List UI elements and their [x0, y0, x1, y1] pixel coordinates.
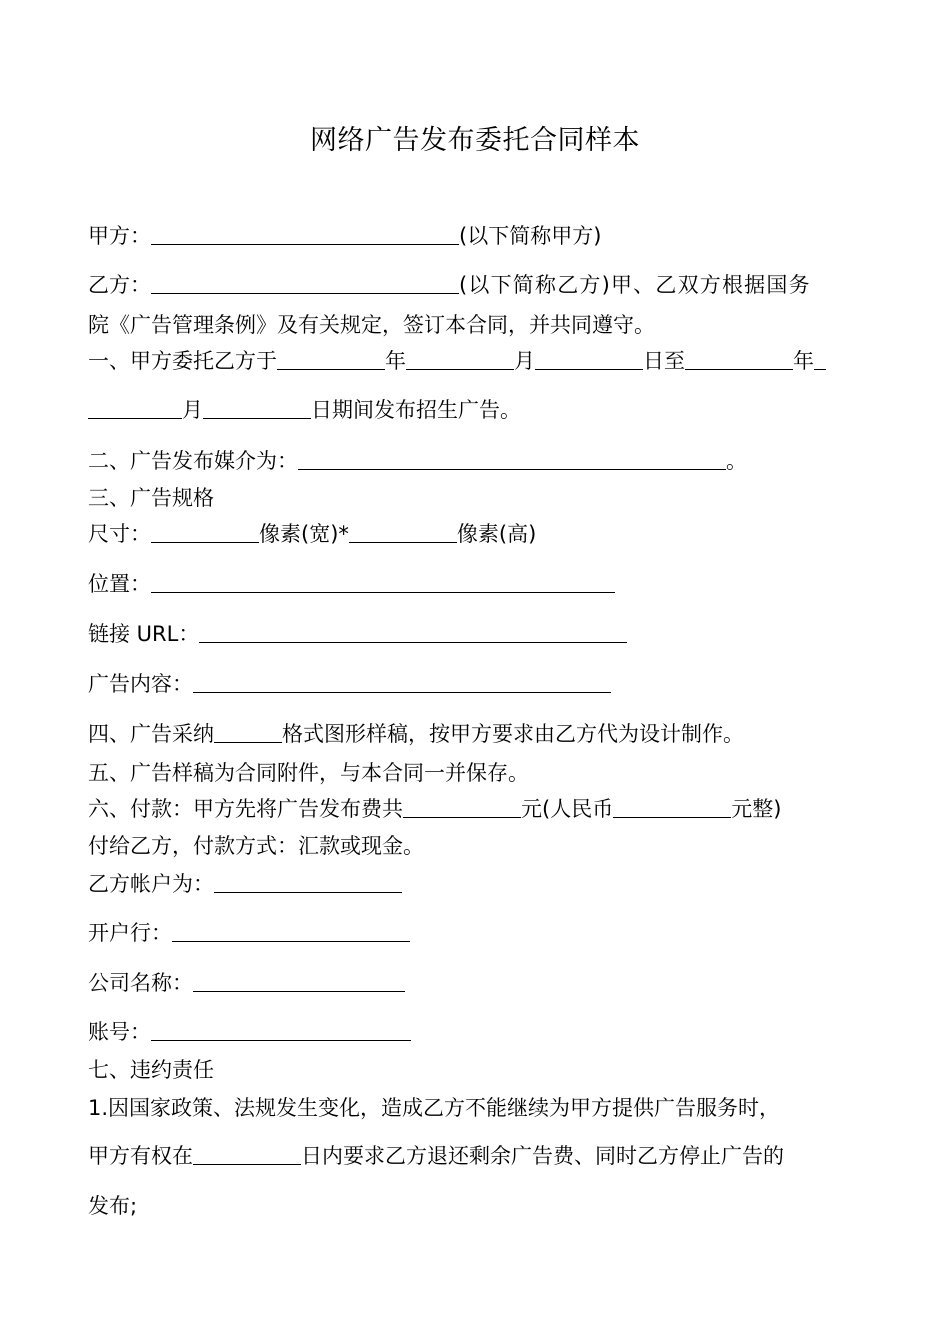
clause-4-cont: 格式图形样稿，按甲方要求由乙方代为设计制作。 — [282, 722, 744, 746]
position-blank[interactable] — [151, 570, 615, 593]
bank-blank[interactable] — [172, 919, 410, 942]
yuan-label: 元整) — [731, 797, 782, 821]
clause-7-1-line: 1.因国家政策、法规发生变化，造成乙方不能继续为甲方提供广告服务时， — [88, 1096, 781, 1120]
end-day-blank[interactable] — [203, 396, 311, 419]
width-unit: 像素(宽)* — [259, 522, 349, 546]
party-a-label: 甲方： — [88, 224, 151, 248]
party-b-blank[interactable] — [151, 271, 459, 294]
company-line — [88, 968, 405, 998]
clause-7-1-cont: 日内要求乙方退还剩余广告费、同时乙方停止广告的 — [301, 1144, 784, 1168]
clause-1-line — [88, 346, 826, 376]
month-label: 月 — [514, 349, 535, 373]
bank-line — [88, 918, 410, 948]
account-line — [88, 869, 402, 899]
height-blank[interactable] — [349, 520, 457, 543]
clause-6-text: 六、付款：甲方先将广告发布费共 — [88, 797, 403, 821]
party-b-label: 乙方： — [88, 273, 151, 297]
media-blank[interactable] — [298, 447, 726, 470]
size-label: 尺寸： — [88, 522, 151, 546]
fee-rmb-blank[interactable] — [613, 795, 731, 818]
clause-6-line — [88, 794, 781, 824]
year-label: 年 — [793, 349, 814, 373]
contract-title: 网络广告发布委托合同样本 — [310, 125, 640, 156]
content-label: 广告内容： — [88, 672, 193, 696]
clause-5-line: 五、广告样稿为合同附件，与本合同一并保存。 — [88, 761, 529, 785]
year-label: 年 — [385, 349, 406, 373]
fee-blank[interactable] — [403, 795, 521, 818]
position-label: 位置： — [88, 572, 151, 596]
clause-2-end: 。 — [726, 449, 747, 473]
account-label: 乙方帐户为： — [88, 872, 214, 896]
position-line — [88, 569, 615, 599]
url-line — [88, 619, 627, 649]
content-line — [88, 669, 611, 699]
width-blank[interactable] — [151, 520, 259, 543]
company-label: 公司名称： — [88, 971, 193, 995]
clause-7-1-text: 甲方有权在 — [88, 1144, 193, 1168]
party-b-line — [88, 270, 811, 300]
url-blank[interactable] — [199, 620, 627, 643]
end-month-blank[interactable] — [88, 396, 182, 419]
clause-7-heading: 七、违约责任 — [88, 1058, 214, 1082]
company-blank[interactable] — [193, 969, 405, 992]
clause-7-1-cont-line — [88, 1141, 784, 1171]
account-number-blank[interactable] — [151, 1018, 411, 1041]
month-label: 月 — [182, 398, 203, 422]
refund-days-blank[interactable] — [193, 1142, 301, 1165]
clause-4-text: 四、广告采纳 — [88, 722, 214, 746]
clause-2-line — [88, 446, 747, 476]
clause-1-text: 一、甲方委托乙方于 — [88, 349, 277, 373]
start-year-blank[interactable] — [277, 347, 385, 370]
day-to-label: 日至 — [643, 349, 685, 373]
party-a-blank[interactable] — [151, 222, 459, 245]
height-unit: 像素(高) — [456, 522, 537, 546]
party-a-suffix: (以下简称甲方) — [459, 224, 602, 248]
bank-label: 开户行： — [88, 921, 172, 945]
party-a-line — [88, 221, 601, 251]
url-label: 链接 URL： — [88, 622, 200, 646]
start-day-blank[interactable] — [535, 347, 643, 370]
clause-3-heading: 三、广告规格 — [88, 486, 214, 510]
start-month-blank[interactable] — [406, 347, 514, 370]
clause-2-label: 二、广告发布媒介为： — [88, 449, 298, 473]
clause-1-end-text: 日期间发布招生广告。 — [311, 398, 521, 422]
party-b-suffix: (以下简称乙方)甲、乙双方根据国务 — [459, 273, 811, 297]
format-blank[interactable] — [214, 720, 282, 743]
content-blank[interactable] — [193, 670, 611, 693]
preamble-line: 院《广告管理条例》及有关规定，签订本合同，并共同遵守。 — [88, 313, 655, 337]
end-year-blank[interactable] — [685, 347, 793, 370]
rmb-label: 元(人民币 — [521, 797, 614, 821]
clause-1-cont-line — [88, 395, 521, 425]
clause-4-line — [88, 719, 744, 749]
payment-method-line: 付给乙方，付款方式：汇款或现金。 — [88, 834, 424, 858]
end-month-blank-start[interactable] — [814, 347, 826, 370]
account-blank[interactable] — [214, 870, 402, 893]
clause-7-1-end-line: 发布; — [88, 1194, 138, 1218]
account-number-label: 账号： — [88, 1020, 151, 1044]
account-number-line — [88, 1017, 411, 1047]
size-line — [88, 519, 536, 549]
